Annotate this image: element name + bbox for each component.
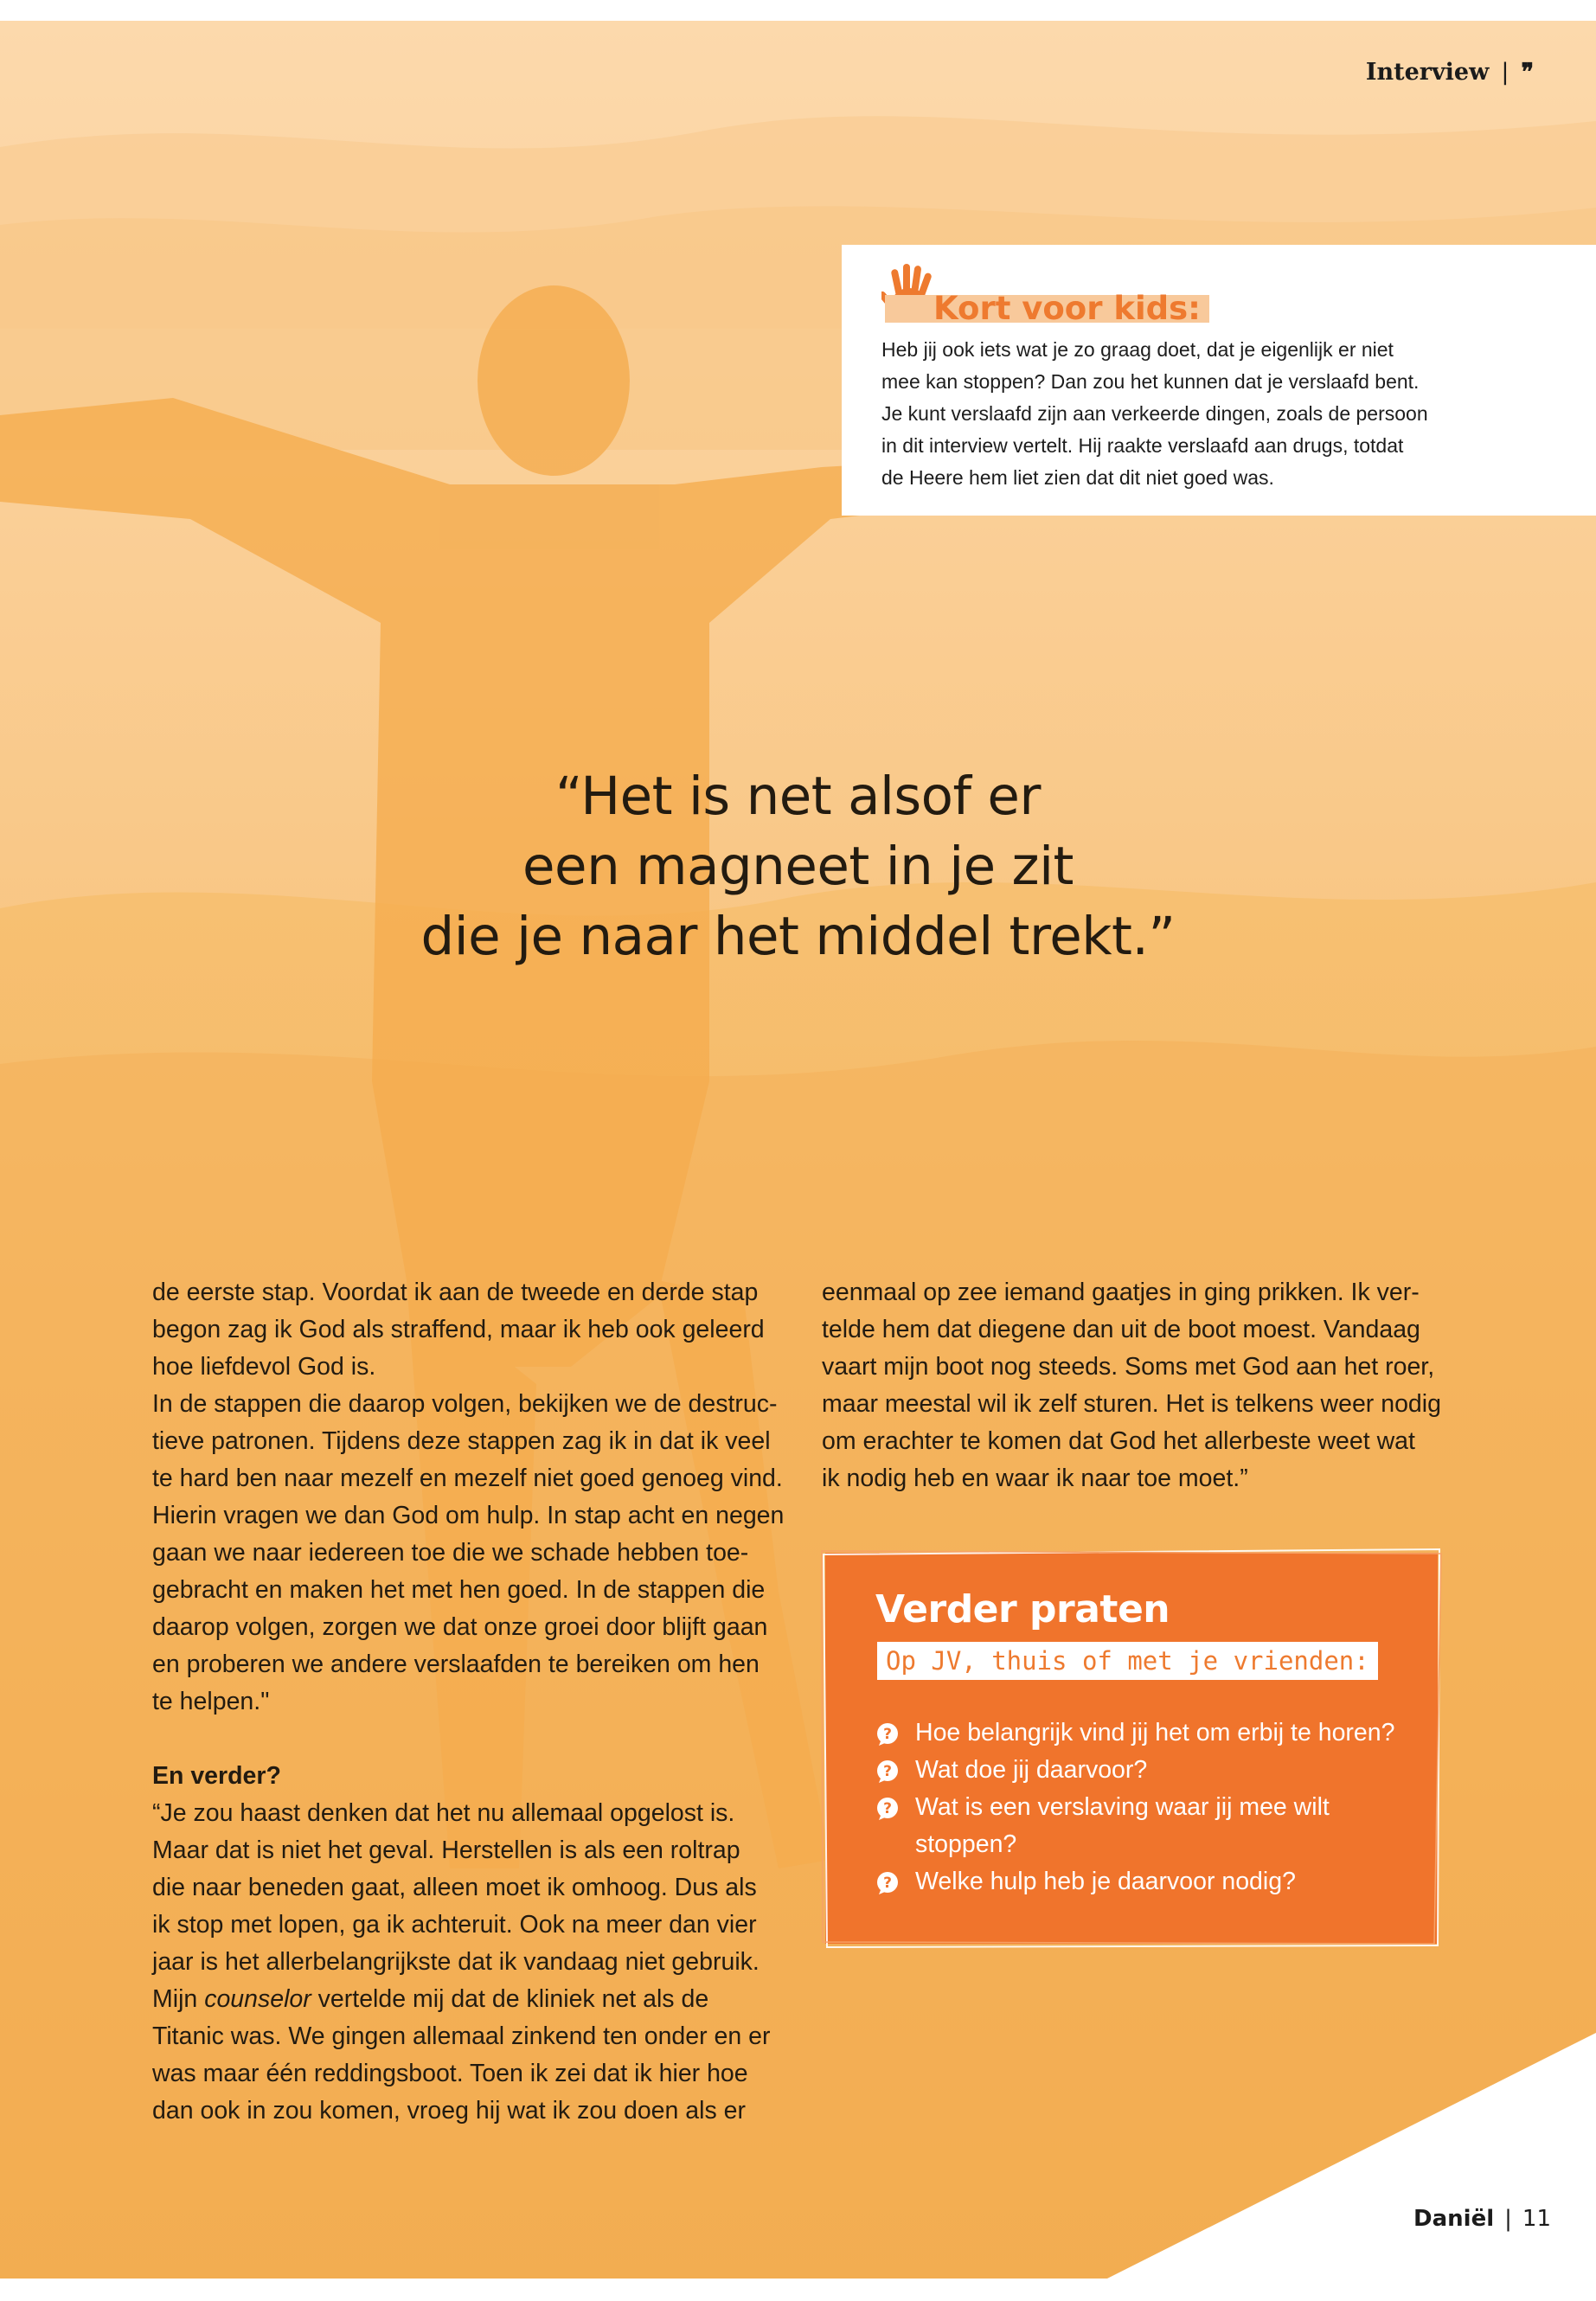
page-footer bbox=[1413, 2206, 1551, 2232]
question-list bbox=[875, 1715, 1412, 1900]
question-text: Wat doe jij daarvoor? bbox=[915, 1756, 1148, 1784]
question-item bbox=[875, 1715, 1412, 1752]
svg-text:?: ? bbox=[883, 1800, 892, 1817]
verder-praten-subtitle: Op JV, thuis of met je vrienden: bbox=[877, 1642, 1378, 1680]
svg-text:?: ? bbox=[883, 1726, 892, 1743]
kids-title: Kort voor kids: bbox=[885, 295, 1209, 323]
text-line bbox=[152, 1981, 792, 2018]
kids-line: in dit interview vertelt. Hij raakte verslaafd aan drugs, totdat bbox=[881, 434, 1404, 457]
question-text: Welke hulp heb je daarvoor nodig? bbox=[915, 1868, 1296, 1895]
question-item bbox=[875, 1752, 1412, 1789]
pull-quote-line: “Het is net alsof er bbox=[555, 766, 1041, 827]
question-item bbox=[875, 1863, 1412, 1900]
magazine-name: Daniël bbox=[1413, 2206, 1495, 2232]
pull-quote-line: een magneet in je zit bbox=[522, 836, 1074, 897]
question-bubble-icon bbox=[875, 1871, 900, 1895]
text-line: “Je zou haast denken dat het nu allemaal opgelost is. bbox=[152, 1799, 735, 1827]
text-line: dan ook in zou komen, vroeg hij wat ik zou doen als er bbox=[152, 2097, 746, 2125]
text-line: eenmaal op zee iemand gaatjes in ging prikken. Ik ver- bbox=[822, 1279, 1420, 1306]
kids-box bbox=[842, 245, 1596, 516]
text-line: vaart mijn boot nog steeds. Soms met God aan het roer, bbox=[822, 1353, 1435, 1381]
kids-line: Heb jij ook iets wat je zo graag doet, dat je eigenlijk er niet bbox=[881, 338, 1394, 361]
article-column-left bbox=[152, 1274, 792, 2130]
italic-word: counselor bbox=[204, 1985, 311, 2013]
text-fragment: vertelde mij dat de kliniek net als de bbox=[311, 1985, 709, 2013]
paragraph-gap bbox=[152, 1721, 792, 1758]
verder-praten-box bbox=[825, 1553, 1438, 1944]
text-line: Hierin vragen we dan God om hulp. In stap acht en negen bbox=[152, 1502, 785, 1529]
text-line: In de stappen die daarop volgen, bekijken we de destruc- bbox=[152, 1390, 778, 1418]
pull-quote bbox=[0, 761, 1596, 971]
text-line: die naar beneden gaat, alleen moet ik omhoog. Dus als bbox=[152, 1874, 757, 1901]
text-fragment: Mijn bbox=[152, 1985, 205, 2013]
header-separator: | bbox=[1501, 59, 1509, 86]
question-bubble-icon bbox=[875, 1759, 900, 1784]
kids-line: mee kan stoppen? Dan zou het kunnen dat je verslaafd bent. bbox=[881, 370, 1420, 393]
text-line: tieve patronen. Tijdens deze stappen zag ik in dat ik veel bbox=[152, 1427, 771, 1455]
subheading: En verder? bbox=[152, 1762, 281, 1790]
text-line: ik stop met lopen, ga ik achteruit. Ook na meer dan vier bbox=[152, 1911, 757, 1939]
footer-separator: | bbox=[1504, 2206, 1512, 2232]
text-line: Maar dat is niet het geval. Herstellen is als een roltrap bbox=[152, 1836, 740, 1864]
text-line: gebracht en maken het met hen goed. In de stappen die bbox=[152, 1576, 766, 1604]
text-line: gaan we naar iedereen toe die we schade hebben toe- bbox=[152, 1539, 749, 1567]
text-line: maar meestal wil ik zelf sturen. Het is telkens weer nodig bbox=[822, 1390, 1441, 1418]
kids-line: de Heere hem liet zien dat dit niet goed was. bbox=[881, 466, 1274, 489]
text-line: daarop volgen, zorgen we dat onze groei door blijft gaan bbox=[152, 1613, 768, 1641]
svg-text:?: ? bbox=[883, 1875, 892, 1892]
text-line: ik nodig heb en waar ik naar toe moet.” bbox=[822, 1465, 1248, 1492]
section-label: Interview bbox=[1365, 59, 1490, 86]
text-line: jaar is het allerbelangrijkste dat ik vandaag niet gebruik. bbox=[152, 1948, 760, 1976]
text-line: en proberen we andere verslaafden te bereiken om hen bbox=[152, 1650, 760, 1678]
question-text: Wat is een verslaving waar jij mee wilt stoppen? bbox=[915, 1793, 1330, 1858]
text-line: Titanic was. We gingen allemaal zinkend ten onder en er bbox=[152, 2022, 771, 2050]
kids-line: Je kunt verslaafd zijn aan verkeerde dingen, zoals de persoon bbox=[881, 402, 1428, 425]
text-line: de eerste stap. Voordat ik aan de tweede en derde stap bbox=[152, 1279, 759, 1306]
quote-mark-icon: ❞ bbox=[1521, 59, 1534, 86]
article-column-right bbox=[822, 1274, 1462, 1497]
question-item bbox=[875, 1789, 1412, 1863]
text-line: was maar één reddingsboot. Toen ik zei dat ik hier hoe bbox=[152, 2060, 748, 2087]
pull-quote-line: die je naar het middel trekt.” bbox=[420, 906, 1176, 967]
text-line: te hard ben naar mezelf en mezelf niet goed genoeg vind. bbox=[152, 1465, 783, 1492]
question-bubble-icon bbox=[875, 1797, 900, 1821]
text-line: om erachter te komen dat God het allerbeste weet wat bbox=[822, 1427, 1415, 1455]
question-text: Hoe belangrijk vind jij het om erbij te horen? bbox=[915, 1719, 1395, 1747]
text-line: telde hem dat diegene dan uit de boot moest. Vandaag bbox=[822, 1316, 1420, 1343]
text-line: begon zag ik God als straffend, maar ik heb ook geleerd bbox=[152, 1316, 765, 1343]
kids-text bbox=[881, 334, 1435, 494]
page-number: 11 bbox=[1522, 2206, 1551, 2232]
text-line: hoe liefdevol God is. bbox=[152, 1353, 376, 1381]
svg-text:?: ? bbox=[883, 1763, 892, 1780]
verder-praten-title: Verder praten bbox=[875, 1587, 1170, 1631]
question-bubble-icon bbox=[875, 1722, 900, 1747]
section-header bbox=[1366, 59, 1534, 86]
text-line: te helpen." bbox=[152, 1688, 270, 1715]
